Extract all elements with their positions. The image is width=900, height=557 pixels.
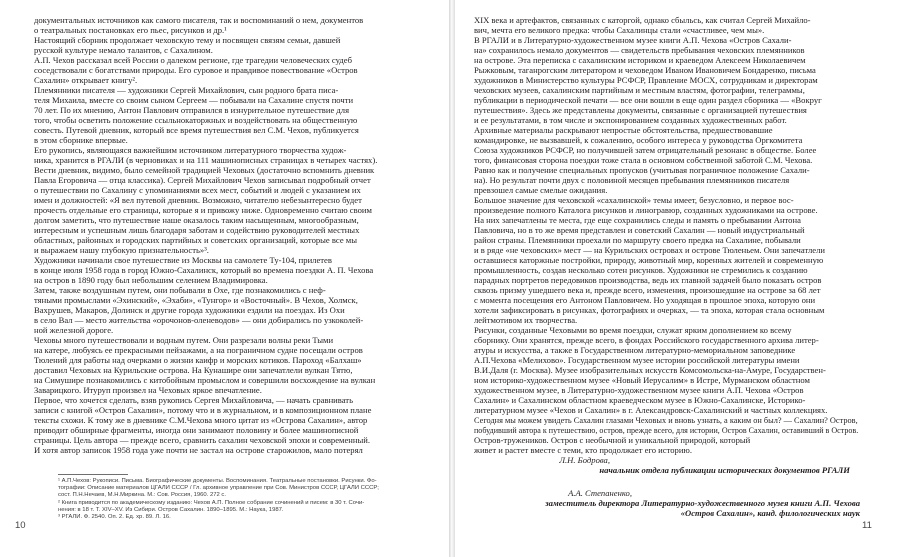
page-number-left: 10 (15, 520, 26, 531)
text-line: оставшиеся каторжные постройки, природу, животный мир, коренных жителей и современную (474, 255, 824, 265)
text-line: публикации в периодической печати — все они вошли в еще один раздел сборника — «Вокруг (474, 95, 822, 105)
text-line: Тюлений для работы над очерками о жизни каифр и морских котиков. Пароход «Балхаш» (34, 355, 362, 365)
text-line: на Симушире познакомились с китобойным промыслом и совершили восхождение на вулкан (34, 375, 376, 385)
text-line: Вести дневник, видимо, было семейной традицией Чеховых (достаточно вспомнить дневник (34, 165, 375, 175)
text-line: путешествия». Здесь же представлены документы, связанные с организацией путешествия (474, 105, 807, 115)
text-line: художественном музее, в Литературно-художественном музее книги А.П. Чехова «Остров (474, 385, 804, 395)
text-line: Заварицкого. Итуруп произвел на Чеховых яркое впечатление. (34, 385, 262, 395)
text-line: вич, мечта его великого предка: чтобы Сахалинцы стали «счастливее, чем мы». (474, 25, 765, 35)
text-line: сквозь призму ушедшего века и, прежде всего, изменения, произошедшие на острове за 68 лет (474, 285, 821, 295)
footnote-line: тографии: Описание материалов ЦГАЛИ СССР / Гл. архивное управление при Сов. Министров СССР, ЦГАЛИ СССР; (58, 485, 379, 492)
text-line: записи с книгой «Остров Сахалин», потому что и в журнальном, и в композиционном плане (34, 405, 372, 415)
text-line: прочесть отдельные его страницы, которые я и привожу ниже. Одновременно считаю своим (34, 205, 372, 215)
text-line: литературном музее «Чехов и Сахалин» в г. Александровск-Сахалинский и частных коллекциях. (474, 405, 828, 415)
text-line: страницы. Цель автора — прежде всего, сравнить сахалин чеховской эпохи и современный. (34, 435, 371, 445)
text-line: 70 лет. По их мнению, Антон Павлович отправился в изнурительное путешествие для (34, 105, 350, 115)
text-line: хотели зафиксировать в рисунках, фотографиях и очерках, — та эпоха, которая стала основным (474, 305, 825, 315)
text-line: лейтмотивом их творчества. (474, 315, 578, 325)
text-line: Большое значение для чеховской «сахалинской» темы имеет, безусловно, и первое вос- (474, 195, 794, 205)
text-line: Его рукопись, являющаяся важнейшим источником литературного творчества худож- (34, 145, 347, 155)
text-line: Павловича, но в то же время представлен и советский Сахалин — новый индустриальный (474, 225, 805, 235)
text-line: долгом заметить, что путешествие наше оказалось таким насыщенным, многообразным, (34, 215, 359, 225)
text-line: тексты схожи. К тому же в дневнике С.М.Чехова много цитат из «Острова Сахалин», автор (34, 415, 368, 425)
signature-name-1: Л.Н. Бодрова, (559, 455, 610, 465)
text-line: Рисунки, созданные Чеховыми во время поездки, служат ярким дополнением ко всему (474, 325, 792, 335)
text-line: ной железной дороге. (34, 325, 114, 335)
text-line: А.П. Чехов рассказал всей России о далеком регионе, где трагедии человеческих судеб (34, 55, 352, 65)
text-line: о театральных постановках его пьес, рисунков и др.¹ (34, 25, 227, 35)
text-line: Архивные материалы раскрывают непростые обстоятельства, предшествовавшие (474, 125, 773, 135)
text-line: промышленность, создав несколько сотен рисунков. Художники не стремились к созданию (474, 265, 808, 275)
text-line: живет и растет вместе с теми, кто продолжает его историю. (474, 445, 692, 455)
text-line: В РГАЛИ и в Литературно-художественном музее книги А.П. Чехова «Остров Сахали- (474, 35, 792, 45)
footnote-rule (58, 474, 128, 475)
text-line: XIX века и артефактов, связанных с каторгой, однако сбыльсь, как считал Сергей Михайло- (474, 15, 811, 25)
text-line: и в ряде «не чеховских» мест — на Курильских островах и острове Тюленьем. Они запечатлели (474, 245, 826, 255)
signature-name-2: А.А. Степаненко, (568, 488, 632, 498)
footnote-line: ³ РГАЛИ. Ф. 2540. Оп. 2. Ед. хр. 89. Л. 16. (58, 514, 171, 520)
text-line: превзошел самые смелые ожидания. (474, 185, 608, 195)
text-line: того, чтобы осветить положение ссыльнокаторжных и воздействовать на общественную (34, 115, 358, 125)
text-line: с момента посещения его Антоном Павловичем. Но уходящая в прошлое эпоха, которую они (474, 295, 816, 305)
text-line: Вахрушев, Макаров, Долинск и другие города художники ездили на поездах. Из Охи (34, 305, 345, 315)
text-line: о путешествии по Сахалину с упоминаниями всех мест, событий и людей с указанием их (34, 185, 361, 195)
text-line: Настоящий сборник продолжает чеховскую тему и посвящен связям семьи, давшей (34, 35, 341, 45)
text-line: ном историко-художественном музее «Новый Иерусалим» в Истре, Мурманском областном (474, 375, 810, 385)
text-line: доставил Чеховых на Курильские острова. На Кунашире они запечатлели вулкан Тятю, (34, 365, 353, 375)
text-line: командировке, не вызвавшей, к сожалению, особого интереса у руководства Оргкомитета (474, 135, 803, 145)
text-line: А.П.Чехова «Мелихово». Государственном музее истории российской литературы имени (474, 355, 800, 365)
text-line: Сахалин» и Сахалинском областном краеведческом музее в Южно-Сахалинске, Историко- (474, 395, 806, 405)
footnote-line: сост. П.Н.Нечаев, М.Н.Миркина. М.: Сов. Россия, 1960. 272 с. (58, 492, 227, 499)
text-line: в конце июля 1958 года в город Южно-Сахалинск, который во времена поездки А. П. Чехова (34, 265, 374, 275)
text-line: И хотя автор записок 1958 года уже почти не застал на острове старожилов, мало потерял (34, 445, 363, 455)
text-line: и выражаем нашу глубокую признательность»³. (34, 245, 209, 255)
text-line: на остров в 1890 году был небольшим селением Владимировка. (34, 275, 268, 285)
text-line: Чеховы много путешествовали и водным путем. Они разрезали волны реки Тыми (34, 335, 334, 345)
left-page (0, 0, 449, 557)
text-line: район страны. Племянники проехали по маршруту своего предка на Сахалине, побывали (474, 235, 801, 245)
signature-role-2a: заместитель директора Литературно-художественного музея книги А.П. Чехова (545, 498, 860, 508)
text-line: художников в Министерство культуры РСФСР, Правление МОСХ, сотрудникам и директорам (474, 75, 818, 85)
text-line: Равно как и получение специальных пропусков (учитывая пограничное положение Сахали- (474, 165, 810, 175)
text-line: сборнику. Они хранятся, прежде всего, в фондах Российского государственного архива литер- (474, 335, 819, 345)
signature-role-1: начальник отдела публикации исторических документов РГАЛИ (599, 465, 850, 475)
text-line: того, финансовая сторона поездки тоже стала в основном собственной заботой С.М. Чехова. (474, 155, 813, 165)
text-line: на острове. Эта переписка с сахалинским историком и краеведом Алексеем Николаевичем (474, 55, 806, 65)
text-line: Первое, что хочется сделать, взяв рукопись Сергея Михайловича, — начать сравнивать (34, 395, 353, 405)
footnote-line: ¹ А.П.Чехов: Рукописи. Письма. Биографические документы. Воспоминания. Театральные постановки. Рисунки. Фо- (58, 478, 377, 484)
text-line: Павла Егоровича — отца классика). Сергей Михайлович Чехов записывал подробный отчет (34, 175, 371, 185)
text-line: тяными промыслами «Эхинский», «Эхаби», «Тунгор» и «Восточный». В Чехов, Холмск, (34, 295, 358, 305)
text-line: ника, хранится в РГАЛИ (в черновиках и на 111 машинописных страницах в четырех частях). (34, 155, 378, 165)
text-line: совесть. Путевой дневник, который все время путешествия вел С.М. Чехов, публикуется (34, 125, 359, 135)
text-line: на» сохранилось немало документов — свидетельств пребывания чеховских племянников (474, 45, 805, 55)
text-line: чеховских музеев, сахалинским партийным и местным властям, фотографии, телеграммы, (474, 85, 805, 95)
text-line: интересным и успешным лишь благодаря заботам и содействию руководителей местных (34, 225, 360, 235)
text-line: На них запечатлены те места, где еще сохранились следы и память о пребывании Антона (474, 215, 801, 225)
text-line: областных, районных и городских партийных и советских организаций, которые все мы (34, 235, 357, 245)
text-line: приводит обширные фрагменты, иногда они занимают половину и более машинописной (34, 425, 359, 435)
text-line: парадных портретов передовиков производства, ведь их главной задачей было показать остров (474, 275, 822, 285)
text-line: документальных источников как самого писателя, так и воспоминаний о нем, документов (34, 15, 364, 25)
footnote-line: ² Книга приводится по академическому изданию: Чехов А.П. Полное собрание сочинений и писем: в 30 т. Сочи- (58, 499, 365, 506)
text-line: на). Но результат почти двух с половиной месяцев пребывания племянников писателя (474, 175, 790, 185)
text-line: В.И.Даля (г. Москва). Музее изобразительных искусств Комсомольска-на-Амуре, Государствен- (474, 365, 826, 375)
text-line: теля Михаила, вместе со своим сыном Сергеем — побывали на Сахалине спустя почти (34, 95, 354, 105)
text-line: Сегодня мы можем увидеть Сахалин глазами Чеховых и вновь узнать, а каким он был? — Сахалин? Остров, (474, 415, 858, 425)
signature-role-2b: «Остров Сахалин», канд. филологических наук (680, 508, 860, 518)
text-line: Рыжковым, таганрогским литератором и чеховедом Иваном Ивановичем Бондаренко, письма (474, 65, 816, 75)
text-line: атуры и искусства, а также в Государственном литературно-мемориальном заповеднике (474, 345, 796, 355)
text-line: и ее результатами, в том числе и экспонированием созданных художественных работ. (474, 115, 787, 125)
text-line: в этом сборнике впервые. (34, 135, 128, 145)
text-line: в село Вал — место жительства «орочонов-оленеводов» — они добирались по узкоколей- (34, 315, 364, 325)
footnote-line: нения: в 18 т. Т. XIV–XV. Из Сибири. Остров Сахалин. 1890–1895. М.: Наука, 1987. (58, 506, 284, 513)
text-line: побудивший автора к путешествию, остров, прежде всего, для истории, Остров Сахалин, оставивший в Остров. (474, 425, 859, 435)
text-line: Художники начинали свое путешествие из Москвы на самолете Ту-104, прилетев (34, 255, 332, 265)
text-line: соседствовали с богатствами природы. Его суровое и правдивое повествование «Остров (34, 65, 358, 75)
text-line: русской культуре немало талантов, с Сахалином. (34, 45, 213, 55)
text-line: Племянники писателя — художники Сергей Михайлович, сын родного брата писа- (34, 85, 339, 95)
text-line: на катере, любуясь ее прекрасными пейзажами, а на пограничном судне посещали остров (34, 345, 363, 355)
text-line: Сахалин» открывает книгу². (34, 75, 138, 85)
text-line: имен и должностей: «Я вел путевой дневник. Возможно, читателю небезынтересно будет (34, 195, 362, 205)
text-line: Затем, также воздушным путем, они побывали в Охе, где познакомились с неф- (34, 285, 326, 295)
text-line: Союза художников РСФСР, но получившей затем отрицательный резонанс в обществе. Более (474, 145, 817, 155)
page-number-right: 11 (862, 520, 872, 531)
text-line: Остров-тружеников. Остров с необычной и уникальной природой, который (474, 435, 751, 445)
text-line: произведение полного Каталога рисунков и линогравюр, созданных художниками на острове. (474, 205, 818, 215)
